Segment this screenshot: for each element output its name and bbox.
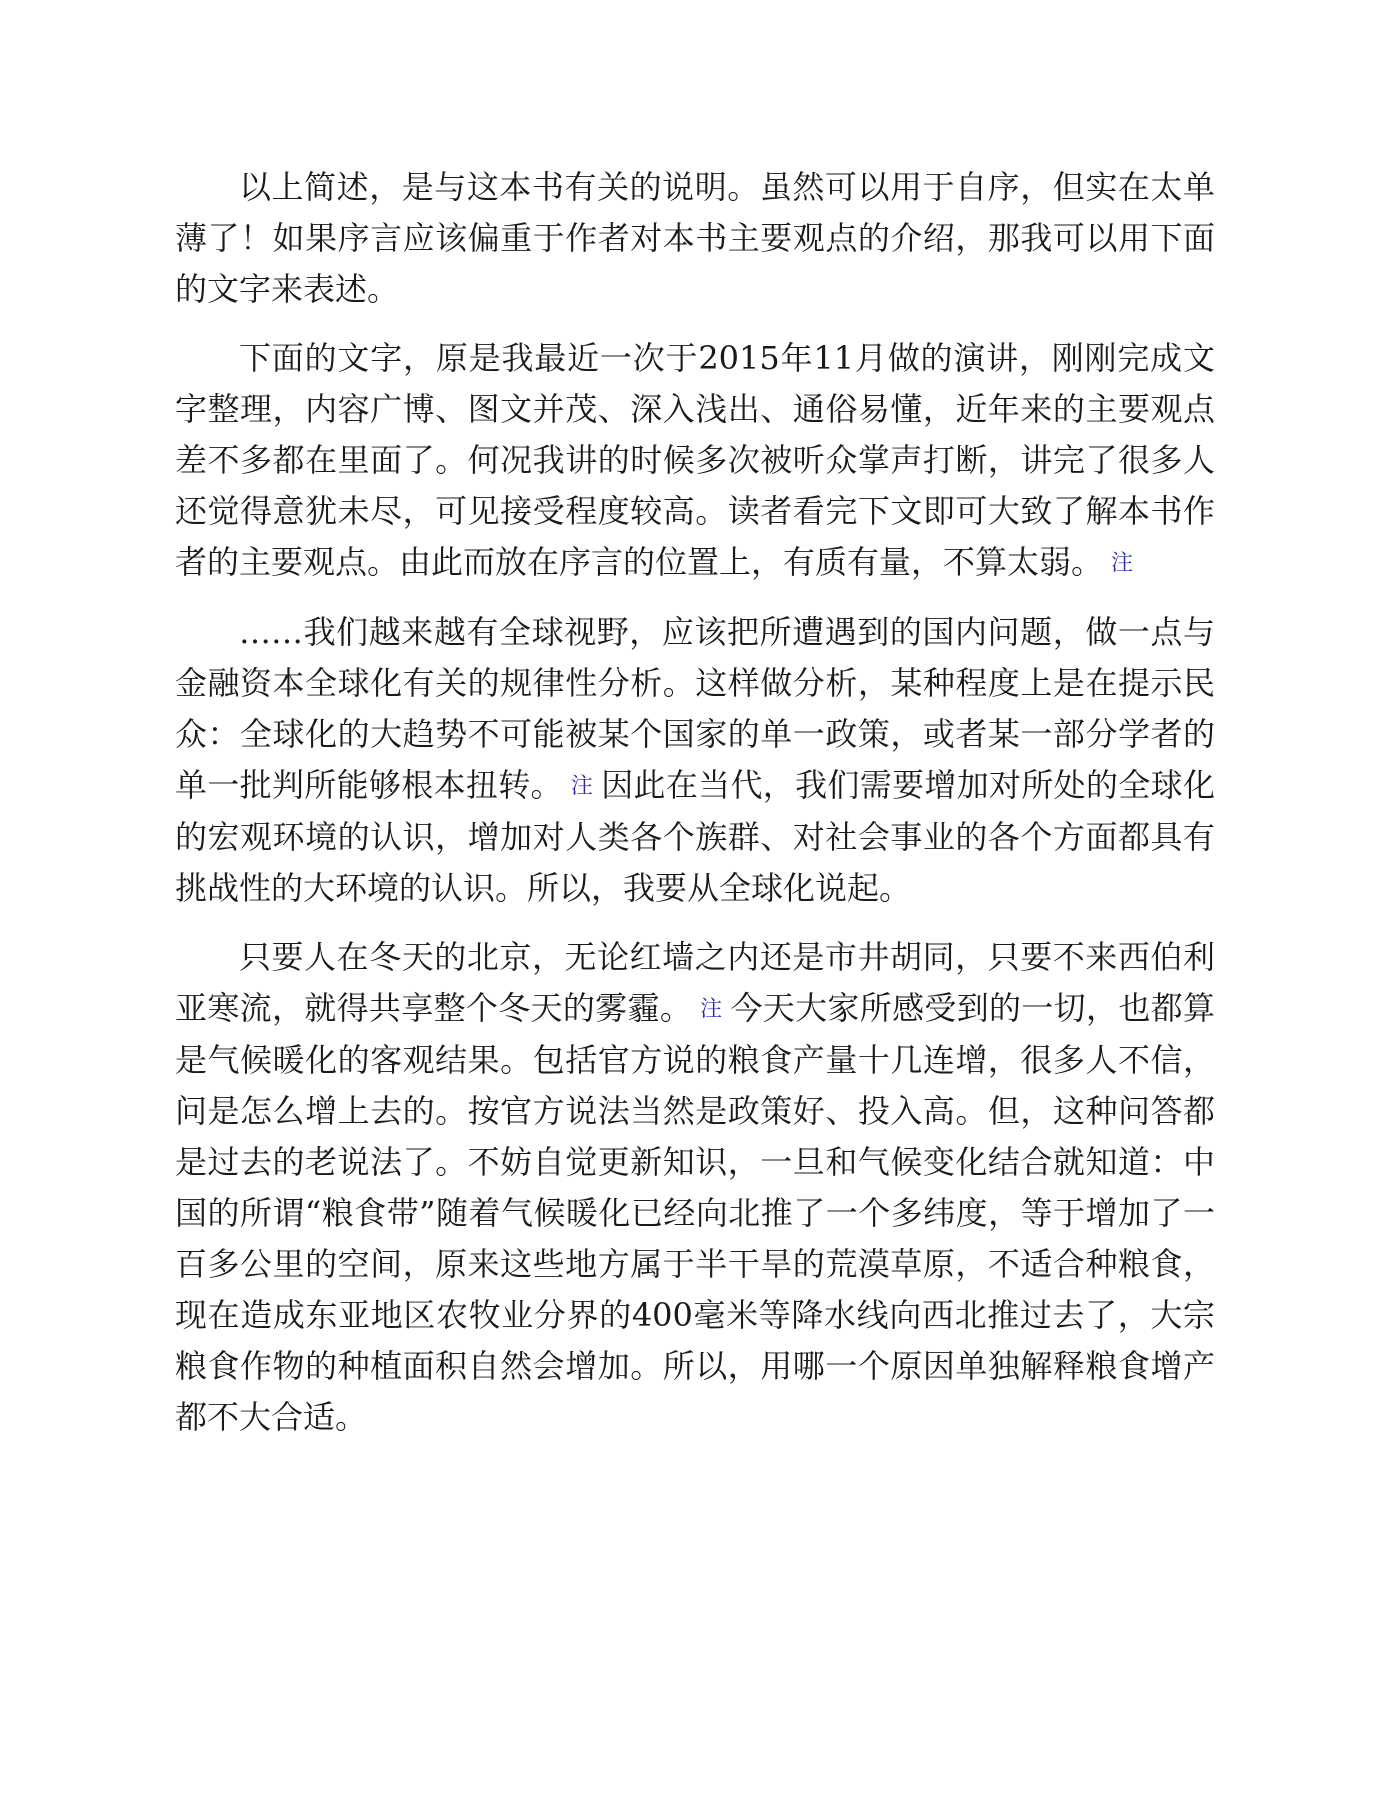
- footnote-link[interactable]: 注: [700, 997, 723, 1022]
- paragraph-text: 今天大家所感受到的一切，也都算是气候暖化的客观结果。包括官方说的粮食产量十几连增，很多人不信，问是怎么增上去的。按官方说法当然是政策好、投入高。但，这种问答都是过去的老说法了。不妨自觉更新知识，一旦和气候变化结合就知道：中国的所谓“粮食带”随着气候暖化已经向北推了一个多纬度，等于增加了一百多公里的空间，原来这些地方属于半干旱的荒漠草原，不适合种粮食，现在造成东亚地区农牧业分界的400毫米等降水线向西北推过去了，大宗粮食作物的种植面积自然会增加。所以，用哪一个原因单独解释粮食增产都不大合适。: [175, 989, 1215, 1436]
- body-text: [175, 162, 1215, 1461]
- paragraph-text: ……我们越来越有全球视野，应该把所遭遇到的国内问题，做一点与金融资本全球化有关的规律性分析。这样做分析，某种程度上是在提示民众：全球化的大趋势不可能被某个国家的单一政策，或者某一部分学者的单一批判所能够根本扭转。: [175, 613, 1215, 804]
- paragraph-text: 以上简述，是与这本书有关的说明。虽然可以用于自序，但实在太单薄了！如果序言应该偏重于作者对本书主要观点的介绍，那我可以用下面的文字来表述。: [175, 168, 1215, 308]
- footnote-link[interactable]: 注: [570, 774, 594, 799]
- paragraph-4: [175, 932, 1215, 1443]
- paragraph-text: 下面的文字，原是我最近一次于2015年11月做的演讲，刚刚完成文字整理，内容广博、图文并茂、深入浅出、通俗易懂，近年来的主要观点差不多都在里面了。何况我讲的时候多次被听众掌声打断，讲完了很多人还觉得意犹未尽，可见接受程度较高。读者看完下文即可大致了解本书作者的主要观点。由此而放在序言的位置上，有质有量，不算太弱。: [175, 339, 1215, 581]
- paragraph-1: [175, 162, 1215, 315]
- footnote-link[interactable]: 注: [1111, 551, 1134, 576]
- paragraph-text: 只要人在冬天的北京，无论红墙之内还是市井胡同，只要不来西伯利亚寒流，就得共享整个冬天的雾霾。: [175, 938, 1215, 1027]
- paragraph-2: [175, 333, 1215, 589]
- paragraph-text: 因此在当代，我们需要增加对所处的全球化的宏观环境的认识，增加对人类各个族群、对社会事业的各个方面都具有挑战性的大环境的认识。所以，我要从全球化说起。: [175, 766, 1215, 907]
- paragraph-3: [175, 607, 1215, 914]
